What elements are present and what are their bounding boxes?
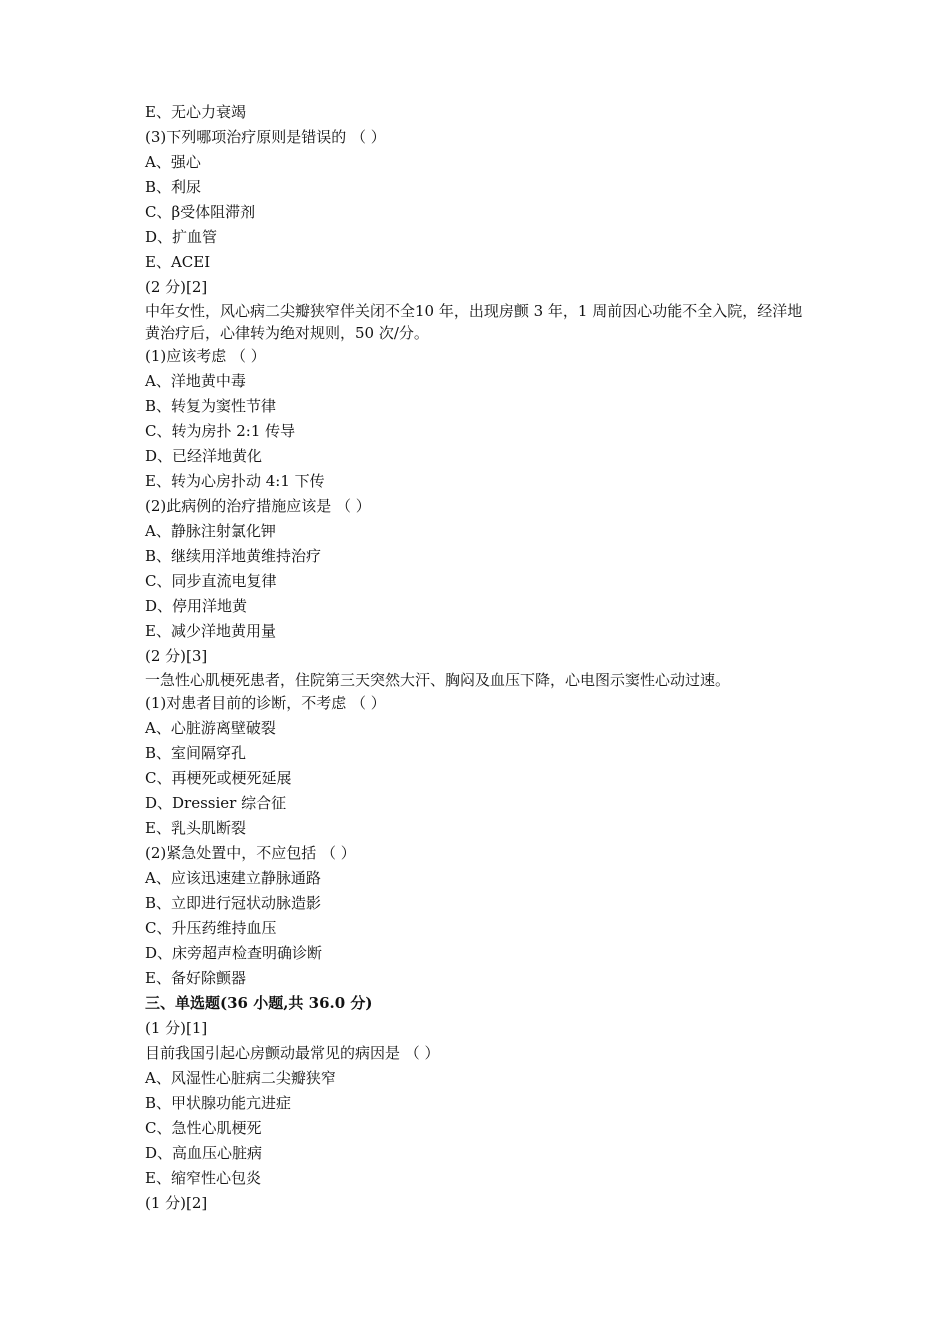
option-line: A、风湿性心脏病二尖瓣狭窄 bbox=[145, 1069, 336, 1087]
option-line: E、减少洋地黄用量 bbox=[145, 622, 276, 640]
option-line: A、心脏游离壁破裂 bbox=[145, 719, 276, 737]
score-line: (1 分)[1] bbox=[145, 1019, 208, 1037]
option-line: B、转复为窦性节律 bbox=[145, 397, 277, 415]
option-line: A、强心 bbox=[145, 153, 201, 171]
option-line: E、转为心房扑动 4:1 下传 bbox=[145, 472, 325, 490]
document-page bbox=[145, 100, 815, 1216]
option-line: E、乳头肌断裂 bbox=[145, 819, 246, 837]
case-description: 一急性心肌梗死患者，住院第三天突然大汗、胸闷及血压下降，心电图示窦性心动过速。 bbox=[145, 671, 731, 689]
score-line: (2 分)[3] bbox=[145, 647, 208, 665]
question-line: (2)此病例的治疗措施应该是 （ ） bbox=[145, 497, 371, 515]
question-line: (2)紧急处置中，不应包括 （ ） bbox=[145, 844, 356, 862]
option-line: A、静脉注射氯化钾 bbox=[145, 522, 276, 540]
question-line: (1)应该考虑 （ ） bbox=[145, 347, 266, 365]
option-line: E、ACEI bbox=[145, 253, 211, 271]
option-line: A、应该迅速建立静脉通路 bbox=[145, 869, 321, 887]
section-heading: 三、单选题(36 小题,共 36.0 分) bbox=[145, 994, 373, 1012]
option-line: C、急性心肌梗死 bbox=[145, 1119, 262, 1137]
option-line: C、β受体阻滞剂 bbox=[145, 203, 256, 221]
option-line: E、缩窄性心包炎 bbox=[145, 1169, 261, 1187]
question-line: 目前我国引起心房颤动最常见的病因是 （ ） bbox=[145, 1044, 440, 1062]
case-description: 中年女性，风心病二尖瓣狭窄伴关闭不全10 年，出现房颤 3 年，1 周前因心功能不全入院，经洋地黄治疗后，心律转为绝对规则，50 次/分。 bbox=[145, 302, 803, 342]
score-line: (2 分)[2] bbox=[145, 278, 208, 296]
option-line: C、同步直流电复律 bbox=[145, 572, 277, 590]
option-line: B、利尿 bbox=[145, 178, 202, 196]
option-line: C、升压药维持血压 bbox=[145, 919, 277, 937]
option-line: D、已经洋地黄化 bbox=[145, 447, 263, 465]
question-line: (3)下列哪项治疗原则是错误的 （ ） bbox=[145, 128, 386, 146]
option-line: E、备好除颤器 bbox=[145, 969, 246, 987]
option-line: E、无心力衰竭 bbox=[145, 103, 246, 121]
option-line: D、扩血管 bbox=[145, 228, 218, 246]
option-line: A、洋地黄中毒 bbox=[145, 372, 246, 390]
option-line: D、高血压心脏病 bbox=[145, 1144, 263, 1162]
option-line: D、床旁超声检查明确诊断 bbox=[145, 944, 323, 962]
option-line: C、转为房扑 2:1 传导 bbox=[145, 422, 296, 440]
option-line: B、室间隔穿孔 bbox=[145, 744, 247, 762]
question-line: (1)对患者目前的诊断，不考虑 （ ） bbox=[145, 694, 386, 712]
option-line: D、Dressier 综合征 bbox=[145, 794, 287, 812]
option-line: C、再梗死或梗死延展 bbox=[145, 769, 292, 787]
option-line: B、立即进行冠状动脉造影 bbox=[145, 894, 322, 912]
option-line: B、继续用洋地黄维持治疗 bbox=[145, 547, 322, 565]
option-line: D、停用洋地黄 bbox=[145, 597, 248, 615]
option-line: B、甲状腺功能亢进症 bbox=[145, 1094, 292, 1112]
score-line: (1 分)[2] bbox=[145, 1194, 208, 1212]
